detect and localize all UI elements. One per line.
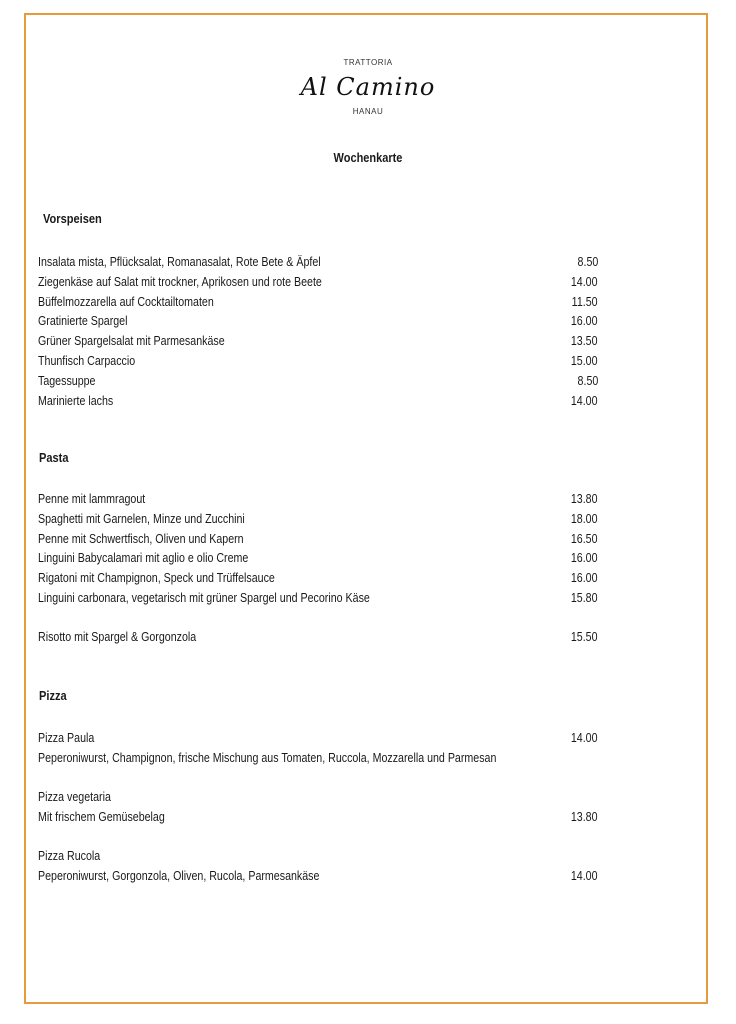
pizza-item	[38, 728, 608, 768]
menu-item	[38, 627, 608, 647]
vorspeisen-list	[38, 252, 608, 410]
menu-item	[38, 509, 608, 529]
menu-item	[38, 728, 608, 748]
menu-item-description	[38, 748, 608, 768]
item-price: 14.00	[571, 730, 598, 745]
section-heading-pasta: Pasta	[39, 450, 69, 465]
item-name: Insalata mista, Pflücksalat, Romanasalat, Rote Bete & Äpfel	[38, 254, 321, 269]
item-name: Ziegenkäse auf Salat mit trockner, Aprikosen und rote Beete	[38, 273, 322, 289]
menu-item	[38, 272, 608, 292]
pizza-item	[38, 846, 608, 886]
item-price: 15.00	[571, 352, 598, 368]
page-title: Wochenkarte	[333, 151, 403, 165]
item-name: Marinierte lachs	[38, 392, 114, 408]
logo-pre-title: TRATTORIA	[343, 58, 393, 67]
menu-item	[38, 351, 608, 371]
item-name: Tagessuppe	[38, 372, 96, 388]
item-price: 14.00	[571, 867, 598, 883]
item-description: Mit frischem Gemüsebelag	[38, 808, 165, 824]
item-name: Penne mit Schwertfisch, Oliven und Kapern	[38, 530, 244, 546]
menu-item	[38, 588, 608, 608]
item-price: 8.50	[577, 254, 598, 269]
item-price: 11.50	[572, 293, 598, 309]
item-price: 16.50	[571, 530, 598, 546]
item-name: Risotto mit Spargel & Gorgonzola	[38, 629, 197, 644]
menu-item-description	[38, 866, 608, 886]
restaurant-logo	[0, 58, 736, 116]
pasta-list	[38, 489, 608, 608]
menu-item	[38, 529, 608, 549]
item-price: 13.50	[571, 333, 598, 349]
menu-item	[38, 548, 608, 568]
item-description: Peperoniwurst, Gorgonzola, Oliven, Rucola, Parmesankäse	[38, 867, 320, 883]
item-name: Gratinierte Spargel	[38, 313, 128, 329]
item-price: 18.00	[571, 510, 598, 526]
section-heading-vorspeisen: Vorspeisen	[43, 211, 102, 226]
section-heading-pizza: Pizza	[39, 688, 67, 703]
menu-item	[38, 787, 608, 807]
item-name: Penne mit lammragout	[38, 491, 146, 506]
item-name: Rigatoni mit Champignon, Speck und Trüffelsauce	[38, 570, 275, 586]
menu-item	[38, 331, 608, 351]
item-price: 16.00	[571, 570, 598, 586]
item-price: 13.80	[571, 808, 598, 824]
logo-brand-name: Al Camino	[300, 73, 436, 101]
item-price: 16.00	[571, 313, 598, 329]
menu-item	[38, 252, 608, 272]
logo-city: HANAU	[352, 107, 384, 116]
menu-item	[38, 489, 608, 509]
item-price: 14.00	[571, 392, 598, 408]
item-price: 15.80	[571, 589, 598, 605]
item-price: 13.80	[571, 491, 598, 506]
risotto-list	[38, 627, 608, 647]
item-name: Büffelmozzarella auf Cocktailtomaten	[38, 293, 214, 309]
menu-item	[38, 391, 608, 411]
menu-item	[38, 371, 608, 391]
pizza-item	[38, 787, 608, 827]
item-price: 16.00	[571, 550, 598, 566]
item-description: Peperoniwurst, Champignon, frische Mischung aus Tomaten, Ruccola, Mozzarella und Parmesan	[38, 749, 497, 765]
menu-item	[38, 568, 608, 588]
item-name: Pizza vegetaria	[38, 789, 111, 804]
menu-item	[38, 311, 608, 331]
item-name: Pizza Rucola	[38, 848, 101, 863]
menu-item	[38, 846, 608, 866]
item-name: Grüner Spargelsalat mit Parmesankäse	[38, 333, 225, 349]
menu-item	[38, 292, 608, 312]
item-price: 8.50	[577, 372, 598, 388]
item-name: Linguini Babycalamari mit aglio e olio Creme	[38, 550, 249, 566]
item-price: 15.50	[571, 629, 598, 644]
item-name: Spaghetti mit Garnelen, Minze und Zucchini	[38, 510, 245, 526]
item-name: Linguini carbonara, vegetarisch mit grüner Spargel und Pecorino Käse	[38, 589, 370, 605]
item-price: 14.00	[571, 273, 598, 289]
menu-item-description	[38, 807, 608, 827]
item-name: Pizza Paula	[38, 730, 95, 745]
item-name: Thunfisch Carpaccio	[38, 352, 136, 368]
